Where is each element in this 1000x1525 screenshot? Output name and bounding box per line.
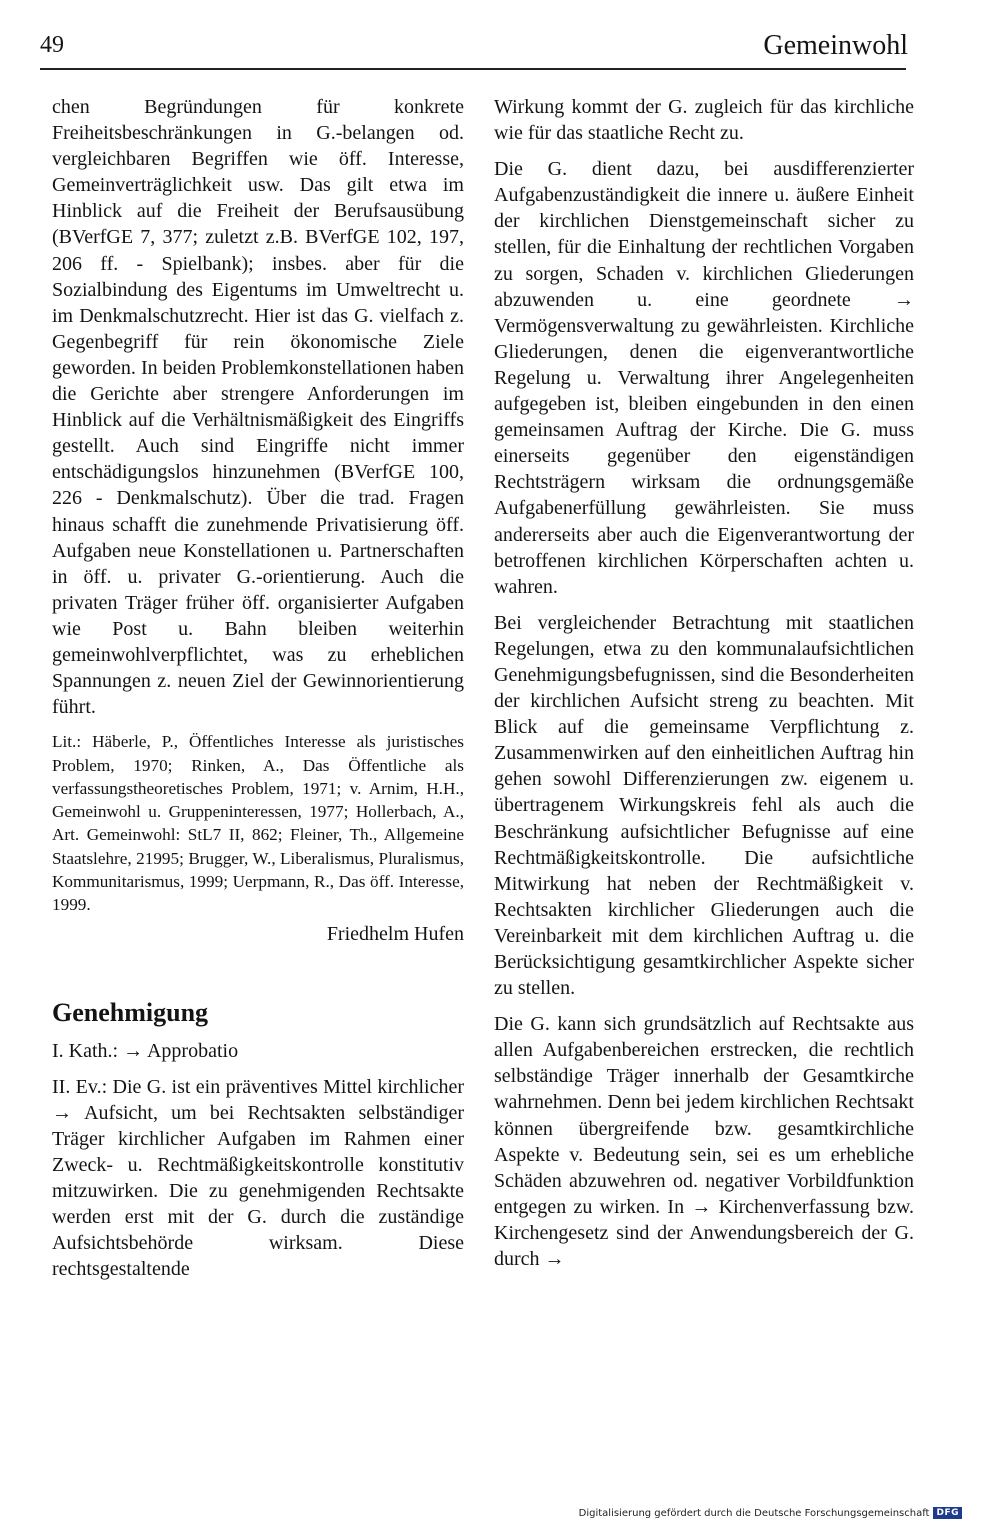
literature-references: Lit.: Häberle, P., Öffentliches Interesse als juristisches Problem, 1970; Rinken, A., Das Öffentliche als verfassungstheoretisches Problem, 1971; v. Arnim, H.H., Gemeinwohl u. Gruppeninteressen, 1977; Hollerbach, A., Art. Gemeinwohl: StL7 II, 862; Fleiner, Th., Allgemeine Staatslehre, 21995; Brugger, W., Liberalismus, Pluralismus, Kommunitarismus, 1999; Uerpmann, R., Das öff. Interesse, 1999. (52, 732, 464, 915)
body-paragraph: chen Begründungen für konkrete Freiheitsbeschränkungen in G.-belangen od. vergleichbaren Begriffen wie öff. Interesse, Gemeinverträglichkeit usw. Das gilt etwa im Hinblick auf die Freiheit der Berufsausübung (BVerfGE 7, 377; zuletzt z.B. BVerfGE 102, 197, 206 ff. - Spielbank); insbes. aber für die Sozialbindung des Eigentums im Umweltrecht u. im Denkmalschutzrecht. Hier ist das G. vielfach z. Gegenbegriff für rein ökonomische Ziele geworden. In beiden Problemkonstellationen haben die Gerichte aber strengere Anforderungen im Hinblick auf die Verhältnismäßigkeit des Eingriffs gestellt. Auch sind Eingriffe nicht immer entschädigungslos hinzunehmen (BVerfGE 100, 226 - Denkmalschutz). Über die trad. Fragen hinaus schafft die zunehmende Privatisierung öff. Aufgaben neue Konstellationen u. Partnerschaften in öff. u. privater G.-orientierung. Auch die privaten Träger früher öff. organisierter Aufgaben wie Post u. Bahn bleiben weiterhin gemeinwohlverpflichtet, was zu erheblichen Spannungen z. neuen Ziel der Gewinnorientierung führt. (52, 96, 464, 719)
body-paragraph: Wirkung kommt der G. zugleich für das kirchliche wie für das staatliche Recht zu. (494, 96, 914, 145)
dfg-logo-icon: DFG (933, 1507, 962, 1519)
header-rule (40, 68, 906, 70)
entry-title: Genehmigung (52, 997, 209, 1027)
body-paragraph: Die G. kann sich grundsätzlich auf Rechtsakte aus allen Aufgabenbereichen erstrecken, die rechtlich selbständige Träger innerhalb der Gesamtkirche wahrnehmen. Denn bei jedem kirchlichen Rechtsakt können übergreifende bzw. gesamtkirchliche Aspekte v. Bedeutung sein, sei es um erhebliche Schäden abzuwehren od. negativer Vorbildfunktion entgegen zu wirken. In → Kirchenverfassung bzw. Kirchengesetz sind der Anwendungsbereich der G. durch → (494, 1013, 914, 1271)
page-number: 49 (40, 32, 64, 58)
footer-credit (579, 1507, 962, 1519)
left-column (52, 94, 464, 1282)
body-paragraph: II. Ev.: Die G. ist ein präventives Mittel kirchlicher → Aufsicht, um bei Rechtsakten selbständiger Träger kirchlicher Aufgaben im Rahmen einer Zweck- u. Rechtmäßigkeitskontrolle konstitutiv mitzuwirken. Die zu genehmigenden Rechtsakte werden erst mit der G. durch die zuständige Aufsichtsbehörde wirksam. Diese rechtsgestaltende (52, 1075, 464, 1281)
cross-reference-line: I. Kath.: → Approbatio (52, 1039, 239, 1062)
body-paragraph: Bei vergleichender Betrachtung mit staatlichen Regelungen, etwa zu den kommunalaufsichtlichen Genehmigungsbefugnissen, sind die Besonderheiten der kirchlichen Aufsicht streng zu beachten. Mit Blick auf die gemeinsame Verpflichtung z. Zusammenwirken auf den einheitlichen Auftrag hin gehen sowohl Differenzierungen zw. eigenem u. übertragenem Wirkungskreis fehl als auch die Beschränkung aufsichtlicher Befugnisse auf eine Rechtmäßigkeitskontrolle. Die aufsichtliche Mitwirkung hat neben der Rechtmäßigkeit v. Rechtsakten kirchlicher Gliederungen auch die Vereinbarkeit mit dem kirchlichen Auftrag u. die Berücksichtigung gesamtkirchlicher Aspekte sicher zu stellen. (494, 611, 914, 1000)
body-paragraph: Die G. dient dazu, bei ausdifferenzierter Aufgabenzuständigkeit die innere u. äußere Einheit der kirchlichen Dienstgemeinschaft sicher zu stellen, für die Einhaltung der rechtlichen Vorgaben zu sorgen, Schaden v. kirchlichen Gliederungen abzuwenden u. eine geordnete → Vermögensverwaltung zu gewährleisten. Kirchliche Gliederungen, denen die eigenverantwortliche Regelung u. Verwaltung ihrer Angelegenheiten aufgegeben ist, bleiben eingebunden in den einen gemeinsamen Auftrag der Kirche. Die G. muss einerseits gegenüber den eigenständigen Rechtsträgern wirksam die ordnungsgemäße Aufgabenerfüllung gewährleisten. Sie muss andererseits aber auch die Eigenverantwortung der betroffenen kirchlichen Körperschaften achten u. wahren. (494, 158, 914, 598)
running-head: Gemeinwohl (763, 30, 908, 61)
author-signature: Friedhelm Hufen (326, 922, 464, 945)
footer-credit-text: Digitalisierung gefördert durch die Deutsche Forschungsgemeinschaft (578, 1507, 930, 1519)
right-column (494, 94, 914, 1272)
